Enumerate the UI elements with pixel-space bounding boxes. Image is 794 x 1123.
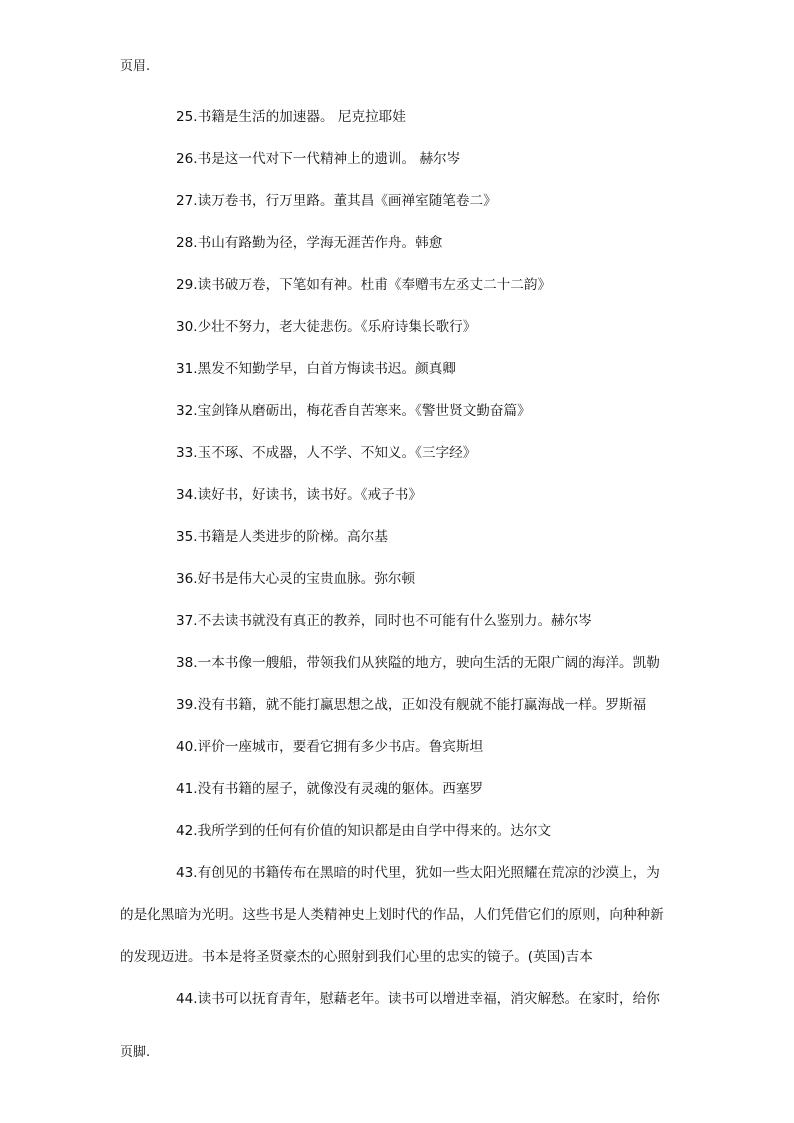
paragraph-43: [120, 852, 684, 978]
page-footer: 页脚.: [120, 1045, 151, 1060]
quote-25: 25.书籍是生活的加速器。 尼克拉耶娃: [176, 109, 406, 125]
quote-33: 33.玉不琢、不成器，人不学、不知义。《三字经》: [176, 445, 477, 461]
paragraph-43-line-2: 的是化黑暗为光明。这些书是人类精神史上划时代的作品，人们凭借它们的原则，向种种新: [120, 907, 664, 923]
quote-34: 34.读好书，好读书，读书好。《戒子书》: [176, 487, 422, 503]
quote-31: 31.黑发不知勤学早，白首方悔读书迟。颜真卿: [176, 361, 456, 377]
quote-41: 41.没有书籍的屋子，就像没有灵魂的躯体。西塞罗: [176, 781, 484, 797]
quote-28: 28.书山有路勤为径，学海无涯苦作舟。韩愈: [176, 235, 443, 251]
page-header: 页眉.: [120, 59, 151, 74]
quote-37: 37.不去读书就没有真正的教养，同时也不可能有什么鉴别力。赫尔岑: [176, 613, 592, 629]
quote-26: 26.书是这一代对下一代精神上的遗训。 赫尔岑: [176, 151, 461, 167]
quote-35: 35.书籍是人类进步的阶梯。高尔基: [176, 529, 388, 545]
quote-39: 39.没有书籍，就不能打赢思想之战，正如没有舰就不能打赢海战一样。罗斯福: [176, 697, 647, 713]
quote-32: 32.宝剑锋从磨砺出，梅花香自苦寒来。《警世贤文勤奋篇》: [176, 403, 531, 419]
quote-36: 36.好书是伟大心灵的宝贵血脉。弥尔顿: [176, 571, 416, 587]
paragraph-44-line-1: 44.读书可以抚育青年，慰藉老年。读书可以增进幸福，消灾解愁。在家时，给你: [176, 991, 660, 1007]
quote-29: 29.读书破万卷，下笔如有神。杜甫《奉赠韦左丞丈二十二韵》: [176, 277, 552, 293]
paragraph-43-line-1: 43.有创见的书籍传布在黑暗的时代里，犹如一些太阳光照耀在荒凉的沙漠上，为: [176, 865, 660, 881]
document-body: [120, 106, 684, 1020]
quote-38: 38.一本书像一艘船，带领我们从狭隘的地方，驶向生活的无限广阔的海洋。凯勒: [176, 655, 660, 671]
quote-27: 27.读万卷书，行万里路。董其昌《画禅室随笔卷二》: [176, 193, 497, 209]
paragraph-43-line-3: 的发现迈进。书本是将圣贤豪杰的心照射到我们心里的忠实的镜子。(英国)吉本: [120, 949, 593, 965]
paragraph-44: [120, 978, 684, 1020]
quote-40: 40.评价一座城市，要看它拥有多少书店。鲁宾斯坦: [176, 739, 484, 755]
quote-42: 42.我所学到的任何有价值的知识都是由自学中得来的。达尔文: [176, 823, 552, 839]
quote-30: 30.少壮不努力，老大徒悲伤。《乐府诗集长歌行》: [176, 319, 477, 335]
